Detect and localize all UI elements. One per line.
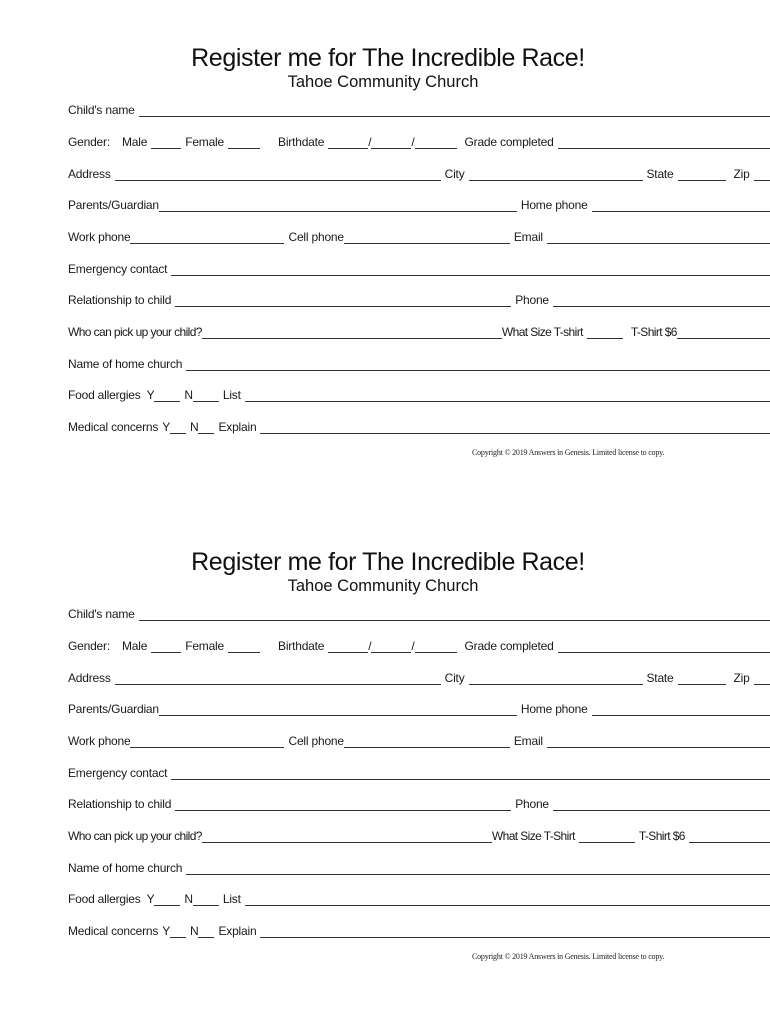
allergies-yes-label: Y (146, 892, 155, 906)
pickup-row (68, 827, 770, 845)
pickup-label: Who can pick up your child? (68, 325, 202, 339)
home-phone-label: Home phone (520, 702, 588, 716)
female-field[interactable] (228, 639, 260, 653)
birth-month-field[interactable] (328, 639, 368, 653)
city-field[interactable] (469, 671, 643, 685)
gender-label: Gender: (68, 135, 110, 149)
medical-no-label: N (190, 924, 199, 938)
phones-row (68, 732, 770, 750)
email-field[interactable] (547, 734, 770, 748)
emergency-contact-field[interactable] (171, 262, 770, 276)
relationship-field[interactable] (175, 797, 511, 811)
date-separator: / (368, 135, 372, 149)
phone-label: Phone (515, 293, 549, 307)
cell-phone-label: Cell phone (288, 230, 344, 244)
pickup-row (68, 323, 770, 341)
parents-guardian-field[interactable] (159, 198, 517, 212)
tshirt-size-label: What Size T-shirt (501, 325, 583, 339)
allergies-no-field[interactable] (193, 892, 219, 906)
food-allergies-row (68, 386, 770, 404)
male-label: Male (121, 135, 148, 149)
emergency-row (68, 764, 770, 782)
zip-label: Zip (733, 671, 750, 685)
registration-form-2 (0, 504, 770, 1004)
birthdate-label: Birthdate (278, 639, 325, 653)
childs-name-field[interactable] (139, 607, 770, 621)
gender-row (68, 637, 770, 655)
allergies-yes-field[interactable] (154, 892, 180, 906)
parents-guardian-field[interactable] (159, 702, 517, 716)
home-church-field[interactable] (186, 357, 770, 371)
food-allergies-label: Food allergies (68, 388, 141, 402)
home-church-row (68, 355, 770, 373)
childs-name-field[interactable] (139, 103, 770, 117)
email-field[interactable] (547, 230, 770, 244)
city-label: City (444, 167, 465, 181)
childs-name-label: Child's name (68, 103, 135, 117)
parents-guardian-label: Parents/Guardian (68, 198, 159, 212)
childs-name-row (68, 101, 770, 119)
city-field[interactable] (469, 167, 643, 181)
tshirt-price-label: T-Shirt $6 (630, 325, 677, 339)
work-phone-field[interactable] (130, 230, 284, 244)
email-label: Email (513, 734, 543, 748)
grade-completed-label: Grade completed (464, 135, 554, 149)
zip-label: Zip (733, 167, 750, 181)
grade-completed-field[interactable] (558, 135, 770, 149)
food-allergies-label: Food allergies (68, 892, 141, 906)
allergies-yes-field[interactable] (154, 388, 180, 402)
work-phone-field[interactable] (130, 734, 284, 748)
medical-yes-field[interactable] (170, 924, 186, 938)
home-phone-label: Home phone (520, 198, 588, 212)
address-row (68, 669, 770, 687)
relationship-row (68, 291, 770, 309)
relationship-label: Relationship to child (68, 293, 172, 307)
childs-name-label: Child's name (68, 607, 135, 621)
female-label: Female (185, 135, 225, 149)
food-allergies-row (68, 890, 770, 908)
cell-phone-label: Cell phone (288, 734, 344, 748)
tshirt-size-field[interactable] (579, 829, 635, 843)
allergies-no-label: N (184, 892, 193, 906)
email-label: Email (513, 230, 543, 244)
allergies-list-label: List (222, 892, 241, 906)
medical-concerns-label: Medical concerns (68, 924, 159, 938)
phone-field[interactable] (553, 797, 770, 811)
gender-row (68, 133, 770, 151)
birth-day-field[interactable] (371, 639, 411, 653)
allergies-list-field[interactable] (245, 388, 770, 402)
medical-no-field[interactable] (198, 420, 214, 434)
home-church-field[interactable] (186, 861, 770, 875)
tshirt-price-field[interactable] (677, 325, 770, 339)
work-phone-label: Work phone (68, 734, 131, 748)
allergies-no-field[interactable] (193, 388, 219, 402)
zip-field[interactable] (754, 167, 770, 181)
copyright-notice: Copyright © 2019 Answers in Genesis. Limited license to copy. (472, 448, 665, 457)
tshirt-price-field[interactable] (689, 829, 770, 843)
birth-month-field[interactable] (328, 135, 368, 149)
emergency-contact-field[interactable] (171, 766, 770, 780)
grade-completed-label: Grade completed (464, 639, 554, 653)
medical-concerns-label: Medical concerns (68, 420, 159, 434)
medical-no-field[interactable] (198, 924, 214, 938)
cell-phone-field[interactable] (344, 734, 510, 748)
home-church-label: Name of home church (68, 357, 183, 371)
grade-completed-field[interactable] (558, 639, 770, 653)
phone-field[interactable] (553, 293, 770, 307)
male-field[interactable] (151, 639, 181, 653)
registration-form-1 (0, 0, 770, 500)
city-label: City (444, 671, 465, 685)
allergies-list-field[interactable] (245, 892, 770, 906)
home-church-row (68, 859, 770, 877)
birth-year-field[interactable] (415, 639, 457, 653)
form-title: Register me for The Incredible Race! (191, 44, 585, 72)
pickup-field[interactable] (202, 325, 502, 339)
date-separator: / (368, 639, 372, 653)
tshirt-size-field[interactable] (587, 325, 623, 339)
parents-row (68, 700, 770, 718)
state-label: State (646, 671, 674, 685)
address-label: Address (68, 671, 111, 685)
female-field[interactable] (228, 135, 260, 149)
medical-row (68, 922, 770, 940)
medical-yes-label: Y (162, 420, 170, 434)
emergency-row (68, 260, 770, 278)
allergies-no-label: N (184, 388, 193, 402)
birth-year-field[interactable] (415, 135, 457, 149)
medical-no-label: N (190, 420, 199, 434)
phones-row (68, 228, 770, 246)
male-field[interactable] (151, 135, 181, 149)
medical-row (68, 418, 770, 436)
medical-yes-field[interactable] (170, 420, 186, 434)
state-field[interactable] (678, 167, 726, 181)
parents-guardian-label: Parents/Guardian (68, 702, 159, 716)
home-phone-field[interactable] (592, 198, 770, 212)
address-field[interactable] (115, 167, 441, 181)
female-label: Female (185, 639, 225, 653)
tshirt-size-label: What Size T-Shirt (491, 829, 575, 843)
zip-field[interactable] (754, 671, 770, 685)
address-label: Address (68, 167, 111, 181)
work-phone-label: Work phone (68, 230, 131, 244)
birthdate-label: Birthdate (278, 135, 325, 149)
address-row (68, 165, 770, 183)
address-field[interactable] (115, 671, 441, 685)
state-field[interactable] (678, 671, 726, 685)
cell-phone-field[interactable] (344, 230, 510, 244)
emergency-contact-label: Emergency contact (68, 766, 168, 780)
pickup-field[interactable] (202, 829, 492, 843)
parents-row (68, 196, 770, 214)
form-title: Register me for The Incredible Race! (191, 548, 585, 576)
tshirt-price-label: T-Shirt $6 (638, 829, 685, 843)
form-subtitle: Tahoe Community Church (287, 73, 479, 91)
male-label: Male (121, 639, 148, 653)
relationship-label: Relationship to child (68, 797, 172, 811)
gender-label: Gender: (68, 639, 110, 653)
relationship-field[interactable] (175, 293, 511, 307)
emergency-contact-label: Emergency contact (68, 262, 168, 276)
allergies-yes-label: Y (146, 388, 155, 402)
medical-explain-field[interactable] (260, 924, 770, 938)
pickup-label: Who can pick up your child? (68, 829, 202, 843)
home-phone-field[interactable] (592, 702, 770, 716)
date-separator: / (411, 639, 415, 653)
medical-explain-label: Explain (218, 924, 257, 938)
relationship-row (68, 795, 770, 813)
date-separator: / (411, 135, 415, 149)
medical-explain-label: Explain (218, 420, 257, 434)
childs-name-row (68, 605, 770, 623)
home-church-label: Name of home church (68, 861, 183, 875)
phone-label: Phone (515, 797, 549, 811)
state-label: State (646, 167, 674, 181)
copyright-notice: Copyright © 2019 Answers in Genesis. Limited license to copy. (472, 952, 665, 961)
birth-day-field[interactable] (371, 135, 411, 149)
form-subtitle: Tahoe Community Church (287, 577, 479, 595)
medical-yes-label: Y (162, 924, 170, 938)
allergies-list-label: List (222, 388, 241, 402)
medical-explain-field[interactable] (260, 420, 770, 434)
